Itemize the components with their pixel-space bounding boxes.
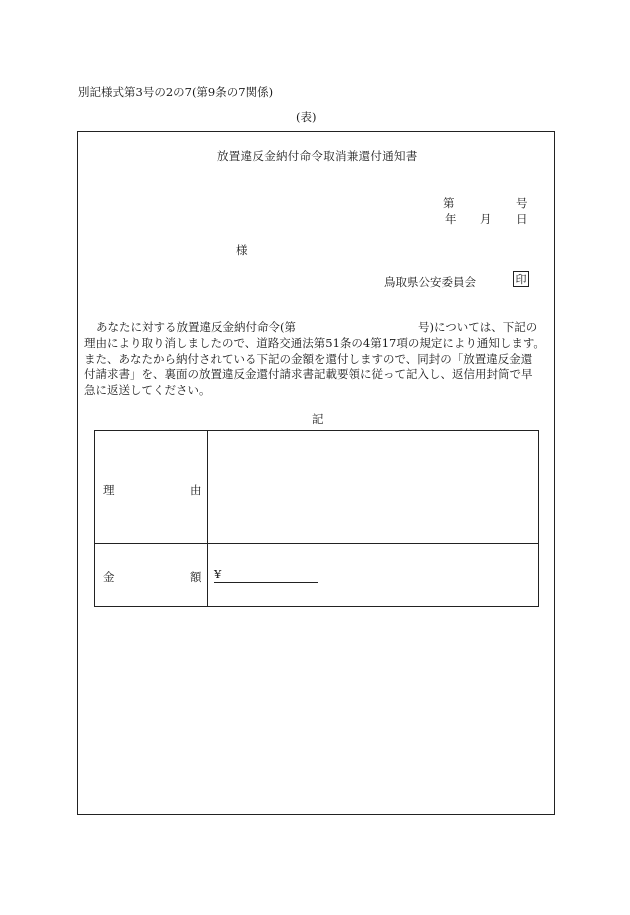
reason-label-second: 由	[190, 483, 202, 497]
date-month-label: 月	[480, 212, 492, 226]
date-day-label: 日	[516, 212, 528, 226]
number-suffix: 号	[516, 196, 528, 210]
body-line-5: 急に返送してください。	[84, 383, 211, 397]
table-row-divider	[95, 543, 538, 544]
date-year-label: 年	[445, 212, 457, 226]
number-prefix: 第	[443, 196, 455, 210]
document-title: 放置違反金納付命令取消兼還付通知書	[217, 149, 418, 163]
front-side-label: (表)	[296, 110, 317, 124]
addressee-suffix: 様	[236, 243, 248, 257]
amount-label-second: 額	[190, 570, 202, 584]
details-table	[94, 430, 539, 607]
body-line-1-end: 号)については、下記の	[418, 320, 538, 334]
body-line-4: 付請求書」を、裏面の放置違反金還付請求書記載要領に従って記入し、返信用封筒で早	[84, 367, 533, 381]
yen-symbol: ¥	[214, 567, 222, 581]
body-line-2: 理由により取り消しましたので、道路交通法第51条の4第17項の規定により通知します。	[84, 336, 545, 350]
body-line-1-start: あなたに対する放置違反金納付命令(第	[96, 320, 296, 334]
form-number: 別記様式第3号の2の7(第9条の7関係)	[78, 85, 274, 99]
body-line-1	[96, 319, 537, 335]
amount-field	[214, 569, 318, 583]
seal-mark: 印	[513, 271, 529, 287]
issuer-name: 鳥取県公安委員会	[384, 275, 476, 289]
table-column-divider	[207, 431, 208, 606]
reason-label-first: 理	[103, 483, 115, 497]
details-heading: 記	[312, 412, 324, 426]
amount-label-first: 金	[103, 570, 115, 584]
body-line-3: また、あなたから納付されている下記の金額を還付しますので、同封の「放置違反金還	[84, 352, 533, 366]
